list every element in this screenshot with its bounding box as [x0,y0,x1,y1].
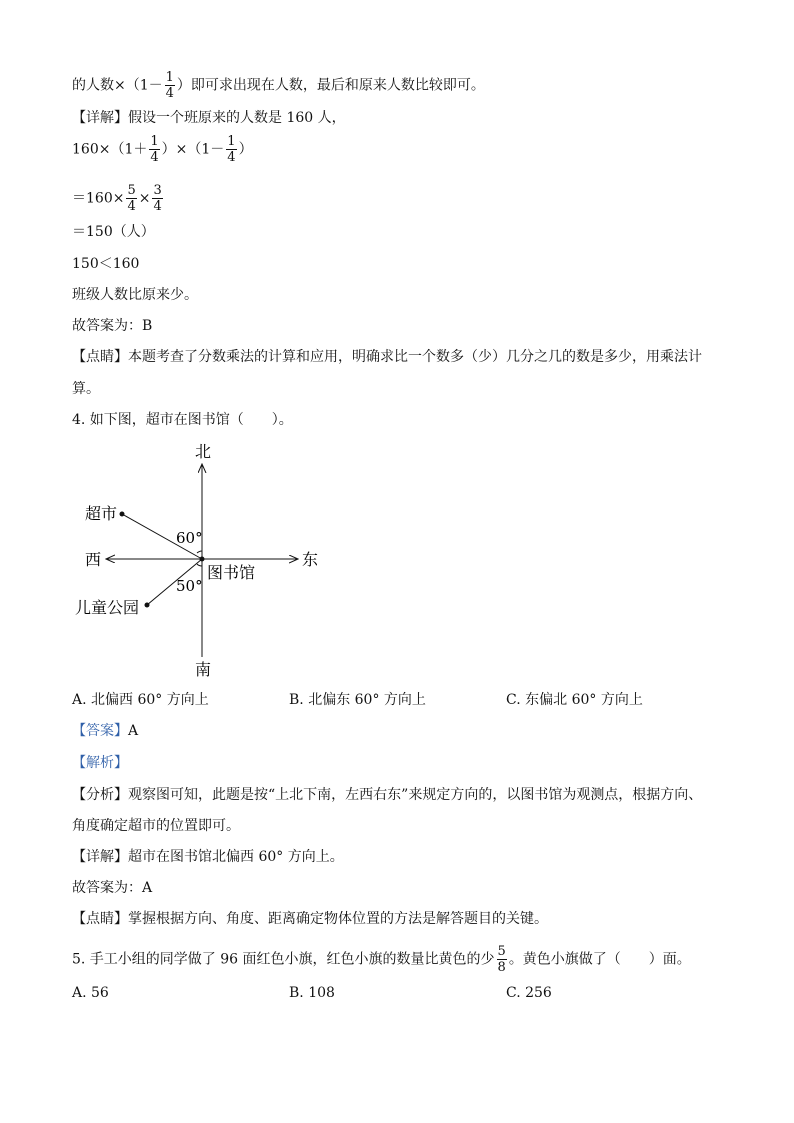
q4-comment-line: 【点睛】掌握根据方向、角度、距离确定物体位置的方法是解答题目的关键。 [72,911,548,927]
detail-tag: 【详解】 [72,849,128,865]
q4-answer-text: 故答案为：A [72,880,153,896]
q5-option-c[interactable]: C. 256 [506,985,552,1001]
library-point [200,557,205,562]
q3-compare-line: 150＜160 [72,256,140,272]
fraction: $\frac{1}{4}$ [150,134,159,165]
q3-conclusion-line: 班级人数比原来少。 [72,287,198,303]
q3-comment-line: 【点睛】本题考查了分数乘法的计算和应用，明确求比一个数多（少）几分之几的数是多少，用乘法计 [72,349,702,365]
detail-text: 假设一个班原来的人数是 160 人， [128,110,346,126]
q3-calc-line-2: ＝160× $\frac{5}{4}$ × $\frac{3}{4}$ [72,183,162,214]
detail-tag: 【详解】 [72,110,128,126]
text-segment: ）即可求出现在人数，最后和原来人数比较即可。 [176,77,485,94]
angle-arc-bottom [197,564,202,566]
fraction: $\frac{5}{4}$ [127,183,136,214]
analyze-tag: 【分析】 [72,787,128,803]
q5-question: 5. 手工小组的同学做了 96 面红色小旗，红色小旗的数量比黄色的少 $\frac{5}{8}$ 。黄色小旗做了（ ）面。 [72,944,691,975]
supermarket-label: 超市 [85,504,118,523]
fraction: $\frac{1}{4}$ [227,134,236,165]
answer-tag: 【答案】 [72,723,128,739]
fraction: $\frac{1}{4}$ [165,70,174,101]
q4-analysis-tag: 【解析】 [72,755,128,771]
q5-option-b[interactable]: B. 108 [289,985,335,1001]
q4-detail-line: 【详解】超市在图书馆北偏西 60° 方向上。 [72,849,344,865]
answer-value: A [128,723,139,739]
q3-calc-line-1: 160×（1＋ $\frac{1}{4}$ ）×（1－ $\frac{1}{4}$ ） [72,134,253,165]
q3-comment-line-2: 算。 [72,381,100,397]
text-segment: 的人数×（1－ [72,77,163,94]
q4-option-c[interactable]: C. 东偏北 60° 方向上 [506,692,643,708]
q3-detail-line [72,108,346,128]
q4-option-b[interactable]: B. 北偏东 60° 方向上 [289,692,426,708]
supermarket-point [120,512,125,517]
angle-label-60: 60° [176,529,203,547]
fraction: $\frac{5}{8}$ [497,944,506,975]
east-label: 东 [302,550,319,569]
q4-option-a[interactable]: A. 北偏西 60° 方向上 [72,692,209,708]
q4-analyze-line: 【分析】观察图可知，此题是按“上北下南，左西右东”来规定方向的，以图书馆为观测点，根据方向、 [72,787,703,803]
north-label: 北 [195,442,212,461]
q3-method-line [72,70,485,101]
angle-arc-top [197,551,202,553]
q4-analyze-line-2: 角度确定超市的位置即可。 [72,818,240,834]
fraction: $\frac{3}{4}$ [153,183,162,214]
park-point [145,603,150,608]
q5-option-a[interactable]: A. 56 [72,985,109,1001]
comment-tag: 【点睛】 [72,349,128,365]
south-label: 南 [195,660,212,679]
comment-tag: 【点睛】 [72,911,128,927]
q3-answer-line: 故答案为：B [72,318,153,334]
q3-calc-line-3: ＝150（人） [72,224,155,240]
library-label: 图书馆 [207,563,256,582]
angle-label-50: 50° [176,577,203,595]
park-label: 儿童公园 [75,598,140,617]
q4-question: 4. 如下图，超市在图书馆（ ）。 [72,412,293,428]
west-label: 西 [85,550,102,569]
q4-answer-line [72,721,138,741]
